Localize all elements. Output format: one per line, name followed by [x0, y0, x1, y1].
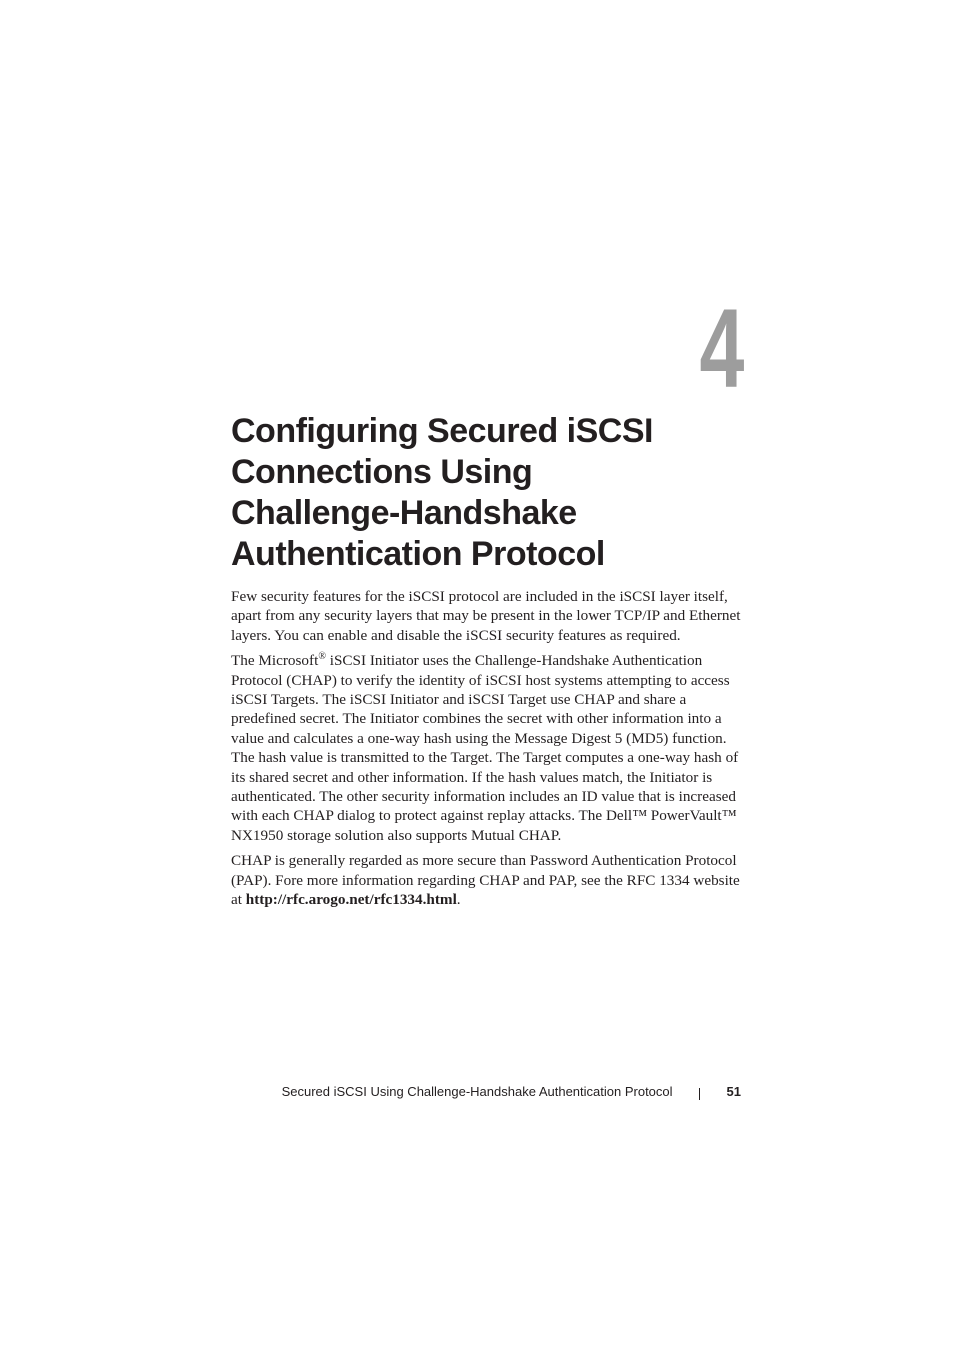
page-footer — [0, 1083, 741, 1101]
paragraph-intro: Few security features for the iSCSI protocol are included in the iSCSI layer itself, apart from any security layers that may be present in the lower TCP/IP and Ethernet layers. You can enable and disable the iSCSI security features as required. — [231, 588, 741, 644]
paragraph-chap-lead: The Microsoft — [231, 652, 319, 670]
page-number: 51 — [726, 1084, 741, 1099]
paragraph-chap-body: iSCSI Initiator uses the Challenge-Handshake Authentication Protocol (CHAP) to verify the identity of iSCSI host systems attempting to access iSCSI Targets. The iSCSI Initiator and iSCSI Target use CHAP and share a predefined secret. The Initiator combines the secret with other information into a value and calculates a one-way hash using the Message Digest 5 (MD5) function. The hash value is transmitted to the Target. The Target computes a one-way hash of its shared secret and other information. If the hash values match, the Initiator is authenticated. The other security information includes an ID value that is increased with each CHAP dialog to protect against replay attacks. The Dell™ PowerVault™ NX1950 storage solution also supports Mutual CHAP. — [231, 652, 739, 844]
chapter-title — [231, 411, 791, 575]
paragraph-pap-lead: CHAP is generally regarded as more secure than Password Authentication Protocol (PAP). Fore more information regarding CHAP and PAP, see the RFC 1334 website at — [231, 852, 740, 909]
paragraph-pap-tail: . — [456, 891, 461, 909]
registered-mark: ® — [318, 651, 326, 663]
rfc1334-link[interactable]: http://rfc.arogo.net/rfc1334.html — [245, 891, 457, 909]
paragraph-chap-vs-pap — [231, 851, 751, 909]
chapter-number: 4 — [699, 286, 744, 411]
footer-divider — [699, 1088, 700, 1100]
chapter-title-line: Configuring Secured iSCSI — [231, 412, 653, 450]
chapter-title-line: Challenge-Handshake — [231, 494, 577, 532]
paragraph-chap-overview — [231, 651, 751, 845]
body-text — [231, 587, 751, 916]
footer-section-title: Secured iSCSI Using Challenge-Handshake Authentication Protocol — [281, 1084, 673, 1099]
chapter-title-line: Connections Using — [231, 453, 533, 491]
chapter-title-line: Authentication Protocol — [231, 535, 605, 573]
